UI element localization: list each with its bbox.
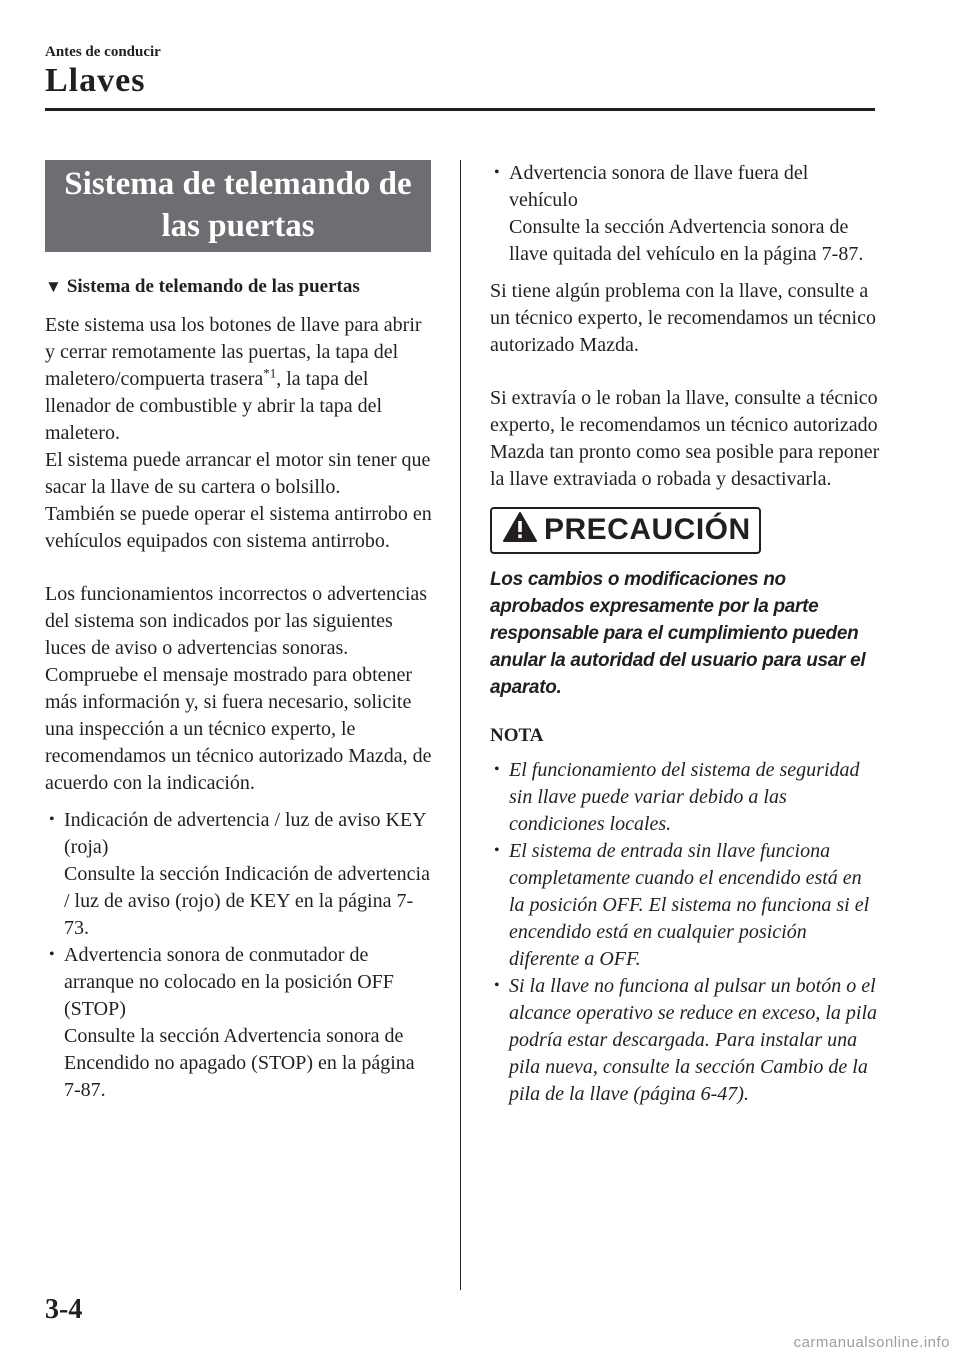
bullet-icon: • — [494, 842, 500, 859]
bullet-icon: • — [49, 946, 55, 963]
list-item: • Advertencia sonora de conmutador de arranque no colocado en la posición OFF (STOP) Consulte la sección Advertencia sonora de Encendido no apagado (STOP) en la página 7-87. — [45, 942, 435, 1104]
note-item: • El sistema de entrada sin llave funciona completamente cuando el encendido está en la posición OFF. El sistema no funciona si el encendido está en cualquier posición diferente a OFF. — [490, 838, 880, 973]
paragraph: También se puede operar el sistema antirrobo en vehículos equipados con sistema antirrobo. — [45, 503, 432, 552]
caution-label: PRECAUCIÓN — [544, 512, 751, 546]
paragraph: Si extravía o le roban la llave, consulte a técnico experto, le recomendamos un técnico autorizado Mazda tan pronto como sea posible para reponer la llave extraviada o robada y desactivarla. — [490, 387, 880, 490]
list-item: • Indicación de advertencia / luz de aviso KEY (roja) Consulte la sección Indicación de advertencia / luz de aviso (rojo) de KEY en la página 7-73. — [45, 807, 435, 942]
paragraph: Este sistema usa los botones de llave para abrir y cerrar remotamente las puertas, la tapa del maletero/compuerta trasera$^{*1}$, la tapa del llenador de combustible y abrir la tapa del maletero. — [45, 314, 422, 444]
footnote-marker: *1 — [263, 365, 277, 381]
paragraph: El sistema puede arrancar el motor sin tener que sacar la llave de su cartera o bolsillo. — [45, 449, 431, 498]
watermark: carmanualsonline.info — [793, 1334, 950, 1351]
subheading-text: Sistema de telemando de las puertas — [66, 276, 360, 297]
paragraph: Los funcionamientos incorrectos o advertencias del sistema son indicados por las siguientes luces de aviso o advertencias sonoras. — [45, 583, 428, 659]
right-column — [490, 160, 880, 1108]
page-number: 3-4 — [45, 1294, 83, 1325]
caution-badge — [490, 507, 761, 554]
column-divider — [460, 160, 461, 1290]
header-rule — [45, 108, 875, 111]
note-item: • El funcionamiento del sistema de seguridad sin llave puede variar debido a las condiciones locales. — [490, 757, 880, 838]
bullet-icon: • — [49, 811, 55, 828]
note-label: NOTA — [490, 725, 544, 746]
section-title-box: Sistema de telemando de las puertas — [45, 160, 431, 252]
triangle-marker-icon: ▼ — [45, 277, 62, 296]
chapter-title: Llaves — [45, 62, 146, 99]
bullet-icon: • — [494, 977, 500, 994]
warning-triangle-icon — [502, 511, 538, 548]
paragraph: Si tiene algún problema con la llave, consulte a un técnico experto, le recomendamos un técnico autorizado Mazda. — [490, 280, 876, 356]
bullet-icon: • — [494, 164, 500, 181]
subheading — [45, 272, 435, 302]
list-item: • Advertencia sonora de llave fuera del vehículo Consulte la sección Advertencia sonora de llave quitada del vehículo en la página 7-87. — [490, 160, 880, 268]
paragraph: Compruebe el mensaje mostrado para obtener más información y, si fuera necesario, solicite una inspección a un técnico experto, le recomendamos un técnico autorizado Mazda, de acuerdo con la indicación. — [45, 664, 432, 794]
left-column — [45, 160, 435, 1104]
bullet-icon: • — [494, 761, 500, 778]
section-label: Antes de conducir — [45, 44, 161, 60]
caution-text: Los cambios o modificaciones no aprobados expresamente por la parte responsable para el cumplimiento pueden anular la autoridad del usuario para usar el aparato. — [490, 569, 866, 698]
note-item: • Si la llave no funciona al pulsar un botón o el alcance operativo se reduce en exceso, la pila podría estar descargada. Para instalar una pila nueva, consulte la sección Cambio de la pila de la llave (página 6-47). — [490, 973, 880, 1108]
